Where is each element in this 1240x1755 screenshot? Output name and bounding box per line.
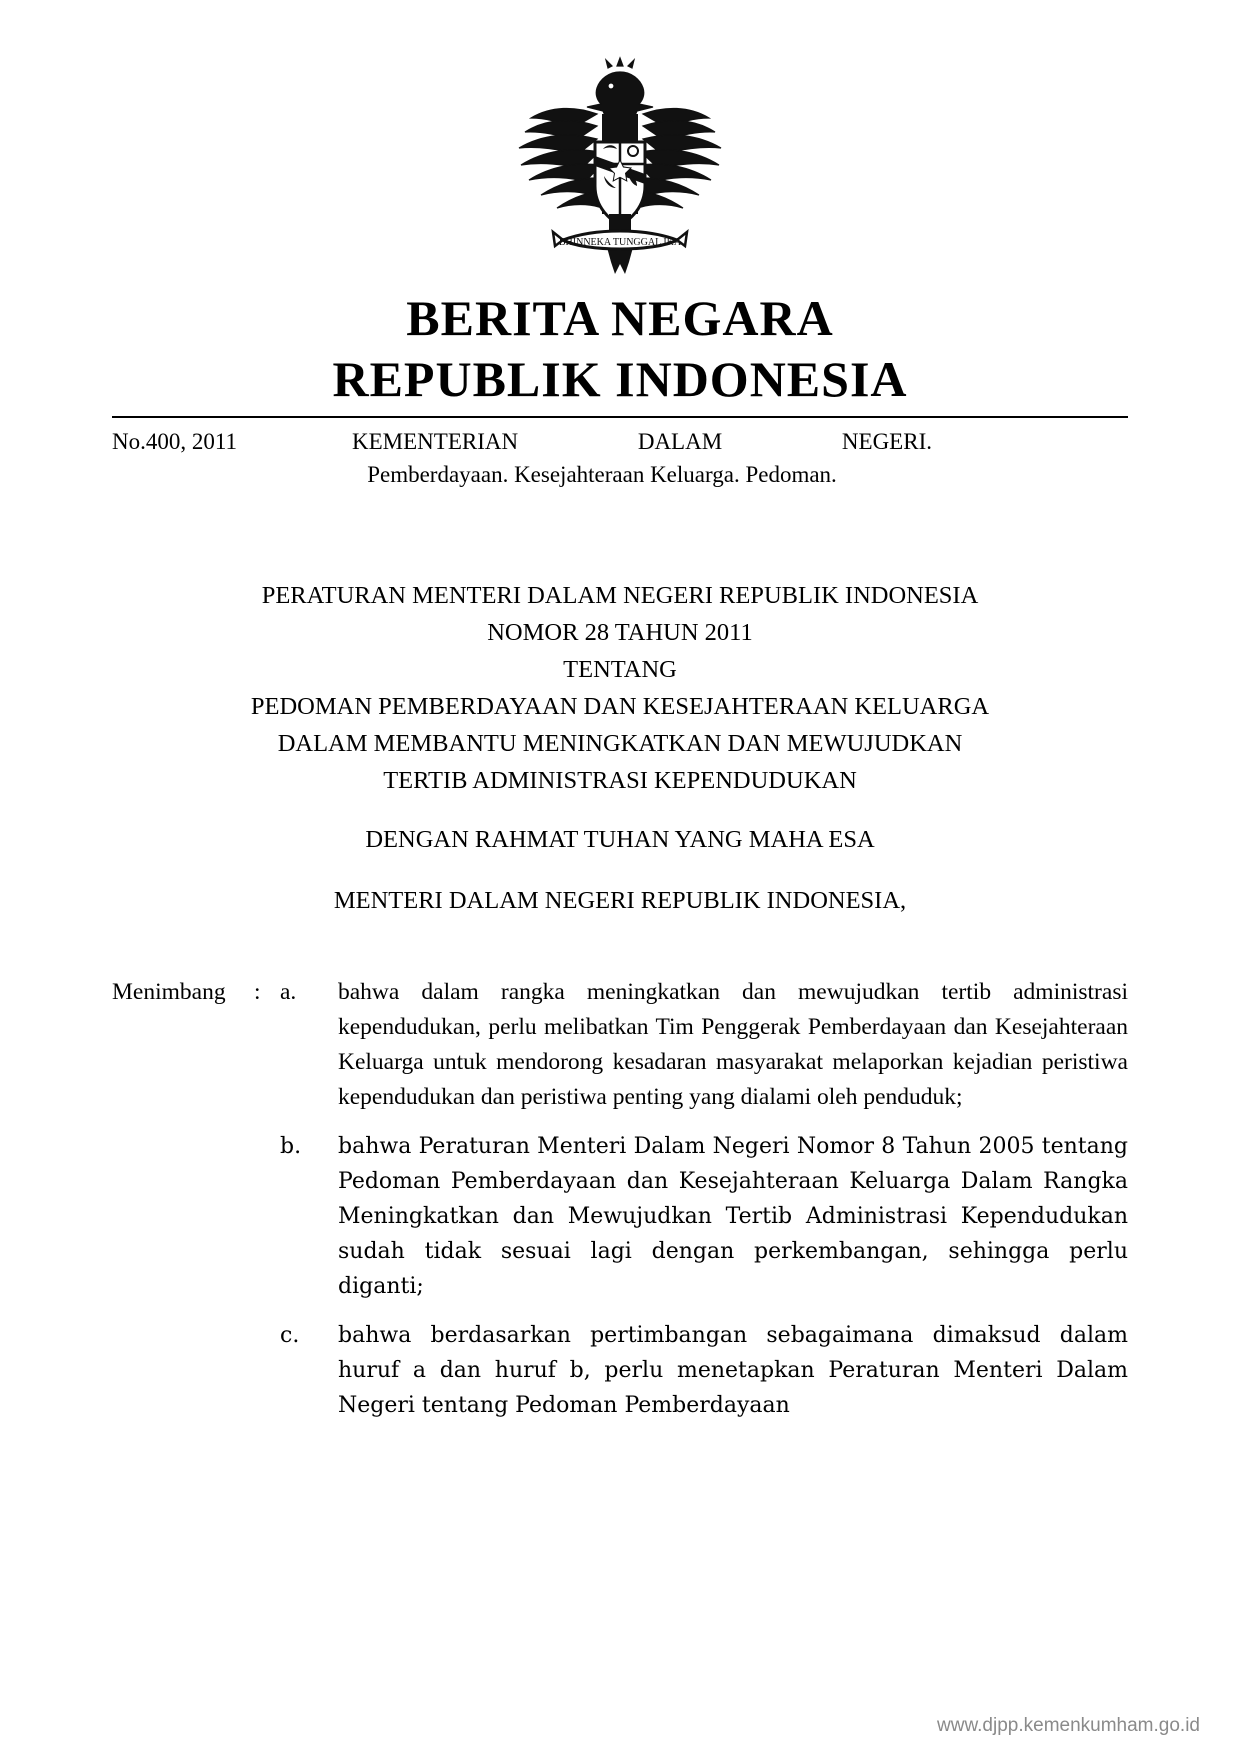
masthead-line-1: BERITA NEGARA (406, 290, 834, 346)
ministry-word-1: KEMENTERIAN (352, 429, 519, 454)
garuda-pancasila-emblem (505, 56, 735, 278)
considering-item-b (112, 1129, 1128, 1304)
masthead (112, 288, 1128, 410)
title-line-6: TERTIB ADMINISTRASI KEPENDUDUKAN (383, 767, 857, 794)
title-line-2: NOMOR 28 TAHUN 2011 (487, 619, 753, 646)
source-watermark: www.djpp.kemenkumham.go.id (937, 1715, 1200, 1736)
considering-item-c (112, 1318, 1128, 1423)
title-line-1: PERATURAN MENTERI DALAM NEGERI REPUBLIK INDONESIA (261, 582, 979, 609)
considering-label: Menimbang (112, 979, 226, 1005)
considering-text-c: bahwa berdasarkan pertimbangan sebagaimana dimaksud dalam huruf a dan huruf b, perlu menetapkan Peraturan Menteri Dalam Negeri tentang Pedoman Pemberdayaan (338, 1323, 1128, 1418)
considering-colon: : (254, 979, 261, 1005)
title-line-3: TENTANG (563, 656, 677, 683)
considering-item-a (112, 975, 1128, 1115)
issue-number: No.400, 2011 (112, 429, 238, 454)
considering-letter-a: a. (280, 979, 297, 1005)
emblem-container (112, 56, 1128, 288)
considering-text-a: bahwa dalam rangka meningkatkan dan mewujudkan tertib administrasi kependudukan, perlu melibatkan Tim Penggerak Pemberdayaan dan Kesejahteraan Keluarga untuk mendorong kesadaran masyarakat melaporkan kejadian peristiwa kependudukan dan peristiwa penting yang dialami oleh penduduk; (338, 979, 1128, 1110)
considering-text-b: bahwa Peraturan Menteri Dalam Negeri Nomor 8 Tahun 2005 tentang Pedoman Pemberdayaan dan Kesejahteraan Keluarga Dalam Rangka Meningkatkan dan Mewujudkan Tertib Administrasi Kependudukan sudah tidak sesuai lagi dengan perkembangan, sehingga perlu diganti; (338, 1134, 1128, 1299)
svg-text:BHINNEKA TUNGGAL IKA: BHINNEKA TUNGGAL IKA (558, 237, 682, 248)
title-line-4: PEDOMAN PEMBERDAYAAN DAN KESEJAHTERAAN KELUARGA (250, 693, 990, 720)
masthead-divider (112, 416, 1128, 418)
regulation-title-block (112, 577, 1128, 919)
issuing-ministry (352, 425, 932, 458)
authority-line: MENTERI DALAM NEGERI REPUBLIK INDONESIA, (333, 887, 907, 914)
issue-subject: Pemberdayaan. Kesejahteraan Keluarga. Pedoman. (367, 462, 837, 487)
considering-letter-c: c. (280, 1323, 300, 1348)
masthead-line-2: REPUBLIK INDONESIA (332, 351, 908, 407)
ministry-word-3: NEGERI. (841, 429, 932, 454)
ministry-word-2: DALAM (637, 429, 723, 454)
blessing-line: DENGAN RAHMAT TUHAN YANG MAHA ESA (365, 826, 875, 853)
considering-section (112, 975, 1128, 1423)
considering-letter-b: b. (280, 1134, 302, 1159)
issue-line (112, 425, 1128, 495)
title-line-5: DALAM MEMBANTU MENINGKATKAN DAN MEWUJUDKAN (277, 730, 963, 757)
